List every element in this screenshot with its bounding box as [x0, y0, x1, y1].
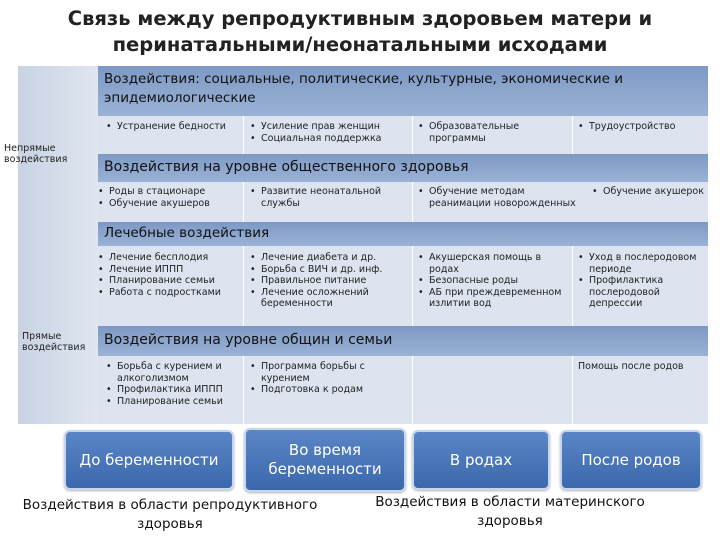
cell-treatment-3	[416, 252, 570, 310]
band-community	[98, 326, 708, 356]
list-item: • АБ при преждевременном излитии вод	[416, 287, 570, 310]
stage-label: До беременности	[79, 450, 219, 469]
stage-label: Во время беременности	[268, 441, 382, 478]
list-item: • Обучение акушерок	[590, 186, 708, 198]
indirect-label: Непрямые воздействия	[4, 143, 68, 165]
direct-label: Прямые воздействия	[22, 331, 86, 353]
list-item: • Борьба с курением и алкоголизмом	[104, 361, 242, 384]
row-separator	[572, 356, 573, 424]
list-item: • Лечение ИППП	[96, 264, 241, 276]
cell-community-1	[104, 361, 242, 407]
cell-public-health-2	[248, 186, 408, 209]
list-item: • Устранение бедности	[104, 121, 242, 133]
stage-box-after-birth	[560, 430, 702, 490]
cell-treatment-2	[248, 252, 410, 310]
list-item: • Уход в послеродовом периоде	[576, 252, 708, 275]
cell-public-health-4	[590, 186, 708, 198]
stage-box-labor	[412, 430, 550, 490]
row-separator	[243, 116, 244, 154]
row-separator	[572, 116, 573, 154]
list-item: • Планирование семьи	[104, 396, 242, 408]
list-item: • Программа борьбы с курением	[248, 361, 408, 384]
list-item: • Обучение методам реанимации новорожденных	[416, 186, 586, 209]
list-item: • Борьба с ВИЧ и др. инф.	[248, 264, 410, 276]
list-item: • Безопасные роды	[416, 275, 570, 287]
list-item: • Планирование семьи	[96, 275, 241, 287]
cell-public-health-1	[96, 186, 241, 209]
cell-treatment-1	[96, 252, 241, 298]
list-item: • Лечение осложнений беременности	[248, 287, 410, 310]
cell-community-2	[248, 361, 408, 396]
row-separator	[243, 246, 244, 326]
band-social-label: Воздействия: социальные, политические, культурные, экономические и эпидемиологические	[104, 71, 624, 106]
cell-treatment-4	[576, 252, 708, 310]
list-item: • Образовательные программы	[416, 121, 566, 144]
band-public-health-label: Воздействия на уровне общественного здоровья	[104, 159, 469, 175]
cell-community-4	[578, 361, 708, 373]
list-item: • Подготовка к родам	[248, 384, 408, 396]
list-item: • Роды в стационаре	[96, 186, 241, 198]
stage-label: После родов	[581, 450, 681, 469]
stage-box-during-pregnancy	[244, 428, 406, 492]
row-separator	[572, 246, 573, 326]
row-separator	[412, 356, 413, 424]
row-separator	[412, 116, 413, 154]
list-item: • Профилактика ИППП	[104, 384, 242, 396]
list-item: • Работа с подростками	[96, 287, 241, 299]
side-column-indirect	[18, 66, 98, 320]
maternal-health-label: Воздействия в области материнского здоровья	[375, 494, 645, 529]
cell-social-3	[416, 121, 566, 144]
reproductive-health-label: Воздействия в области репродуктивного здоровья	[22, 497, 318, 532]
band-social	[98, 66, 708, 116]
row-separator	[412, 182, 413, 222]
cell-social-4	[576, 121, 706, 133]
page-title: Связь между репродуктивным здоровьем матери и перинатальными/неонатальными исходами	[67, 7, 653, 56]
list-item: • Акушерская помощь в родах	[416, 252, 570, 275]
list-item: • Правильное питание	[248, 275, 410, 287]
list-item: • Трудоустройство	[576, 121, 706, 133]
stage-box-before-pregnancy	[64, 430, 234, 490]
stage-label: В родах	[449, 450, 513, 469]
row-separator	[243, 182, 244, 222]
list-item: • Усиление прав женщин	[248, 121, 408, 133]
band-community-label: Воздействия на уровне общин и семьи	[104, 332, 393, 348]
list-item: • Лечение бесплодия	[96, 252, 241, 264]
list-item: Помощь после родов	[578, 361, 684, 372]
band-public-health	[98, 154, 708, 182]
band-treatment-label: Лечебные воздействия	[104, 225, 270, 241]
list-item: • Обучение акушеров	[96, 198, 241, 210]
list-item: • Лечение диабета и др.	[248, 252, 410, 264]
row-separator	[243, 356, 244, 424]
list-item: • Профилактика послеродовой депрессии	[576, 275, 708, 310]
cell-social-1	[104, 121, 242, 133]
row-separator	[412, 246, 413, 326]
band-treatment	[98, 222, 708, 246]
cell-public-health-3	[416, 186, 586, 209]
list-item: • Развитие неонатальной службы	[248, 186, 408, 209]
list-item: • Социальная поддержка	[248, 133, 408, 145]
cell-social-2	[248, 121, 408, 144]
